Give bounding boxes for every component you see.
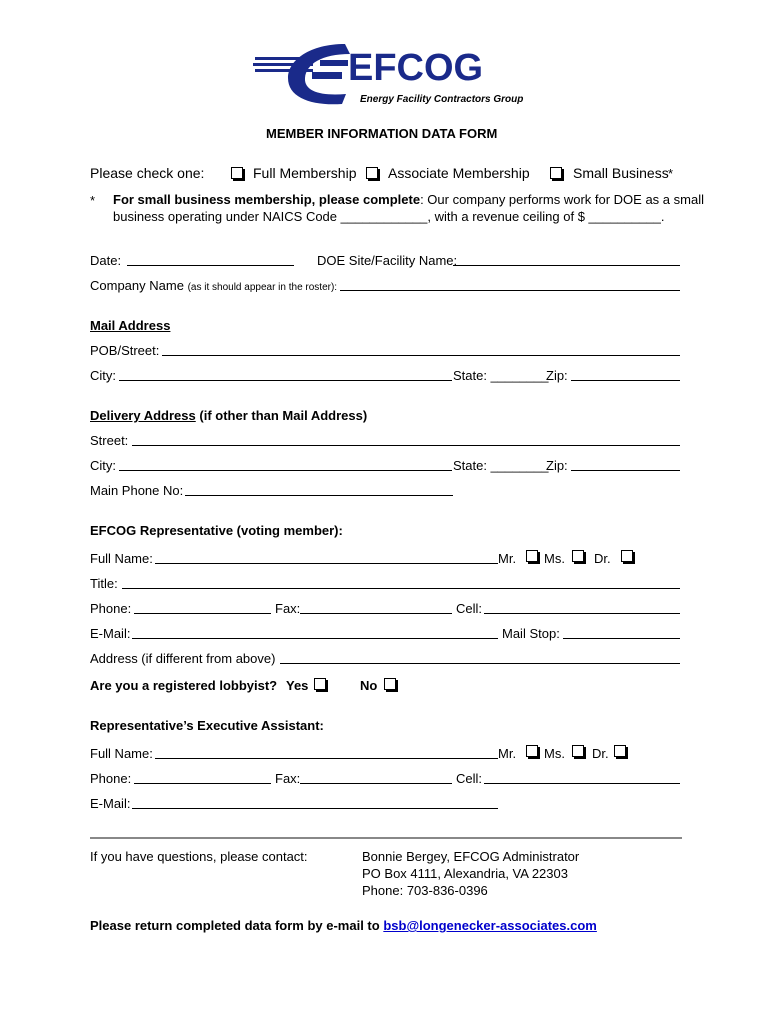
return-note xyxy=(90,918,597,933)
small-business-label: Small Business xyxy=(573,165,669,181)
asst-fax-label: Fax: xyxy=(275,771,301,786)
rep-dr-label: Dr. xyxy=(594,551,611,566)
main-phone-field[interactable] xyxy=(185,495,453,496)
asst-dr-label: Dr. xyxy=(592,746,609,761)
asst-ms-checkbox[interactable] xyxy=(572,745,584,757)
note-line-1-rest: : Our company performs work for DOE as a small xyxy=(420,192,704,207)
note-bold-text: For small business membership, please complete xyxy=(113,192,421,207)
rep-title-label: Title: xyxy=(90,576,118,591)
contact-name: Bonnie Bergey, EFCOG Administrator xyxy=(362,849,580,864)
logo-tagline: Energy Facility Contractors Group xyxy=(360,94,524,105)
lobbyist-yes-checkbox[interactable] xyxy=(314,678,326,690)
asst-mr-checkbox[interactable] xyxy=(526,745,538,757)
asst-cell-label: Cell: xyxy=(456,771,483,786)
company-name-note: (as it should appear in the roster): xyxy=(187,282,338,293)
return-note-text: Please return completed data form by e-mail to xyxy=(90,918,380,933)
asst-mr-label: Mr. xyxy=(498,746,517,761)
lobbyist-no-checkbox[interactable] xyxy=(384,678,396,690)
rep-fax-label: Fax: xyxy=(275,601,301,616)
lobbyist-yes-label: Yes xyxy=(286,678,309,693)
mail-zip-label: Zip: xyxy=(546,368,568,383)
rep-fax-field[interactable] xyxy=(300,613,452,614)
asst-ms-label: Ms. xyxy=(544,746,565,761)
rep-phone-label: Phone: xyxy=(90,601,132,616)
asst-phone-label: Phone: xyxy=(90,771,132,786)
full-membership-label: Full Membership xyxy=(253,165,357,181)
rep-dr-checkbox[interactable] xyxy=(621,550,633,562)
check-one-label: Please check one: xyxy=(90,165,205,181)
mail-zip-field[interactable] xyxy=(571,380,680,381)
asst-fax-field[interactable] xyxy=(300,783,452,784)
return-email-link[interactable]: bsb@longenecker-associates.com xyxy=(383,918,597,933)
small-business-checkbox[interactable] xyxy=(550,167,562,179)
company-name-text: Company Name xyxy=(90,278,184,293)
mail-city-label: City: xyxy=(90,368,116,383)
mail-address-heading: Mail Address xyxy=(90,318,171,333)
full-membership-checkbox[interactable] xyxy=(231,167,243,179)
representative-heading: EFCOG Representative (voting member): xyxy=(90,523,343,538)
rep-mr-label: Mr. xyxy=(498,551,517,566)
company-name-field[interactable] xyxy=(340,290,680,291)
delivery-address-heading xyxy=(90,408,367,423)
delivery-heading-rest: (if other than Mail Address) xyxy=(199,408,368,423)
delivery-zip-field[interactable] xyxy=(571,470,680,471)
date-label: Date: xyxy=(90,253,122,268)
note-bullet: * xyxy=(90,193,96,208)
rep-email-label: E-Mail: xyxy=(90,626,131,641)
rep-mail-stop-label: Mail Stop: xyxy=(502,626,560,641)
small-business-asterisk: * xyxy=(668,166,674,181)
company-name-label xyxy=(90,278,337,293)
asst-full-name-label: Full Name: xyxy=(90,746,153,761)
associate-membership-checkbox[interactable] xyxy=(366,167,378,179)
main-phone-label: Main Phone No: xyxy=(90,483,184,498)
rep-cell-field[interactable] xyxy=(484,613,680,614)
section-divider xyxy=(90,837,682,839)
rep-full-name-label: Full Name: xyxy=(90,551,153,566)
mail-state-label[interactable]: State: ________ xyxy=(453,368,549,383)
asst-full-name-field[interactable] xyxy=(155,758,498,759)
rep-ms-checkbox[interactable] xyxy=(572,550,584,562)
rep-address-field[interactable] xyxy=(280,663,680,664)
form-title: MEMBER INFORMATION DATA FORM xyxy=(266,126,498,141)
rep-ms-label: Ms. xyxy=(544,551,565,566)
rep-mr-checkbox[interactable] xyxy=(526,550,538,562)
rep-mail-stop-field[interactable] xyxy=(563,638,680,639)
rep-phone-field[interactable] xyxy=(134,613,271,614)
assistant-heading: Representative’s Executive Assistant: xyxy=(90,718,324,733)
asst-dr-checkbox[interactable] xyxy=(614,745,626,757)
delivery-city-field[interactable] xyxy=(119,470,452,471)
delivery-state-label[interactable]: State: ________ xyxy=(453,458,549,473)
asst-email-field[interactable] xyxy=(132,808,498,809)
logo-brand: EFCOG xyxy=(348,47,484,89)
pob-label: POB/Street: xyxy=(90,343,160,358)
contact-phone: Phone: 703-836-0396 xyxy=(362,883,488,898)
note-line-1 xyxy=(113,192,704,207)
delivery-zip-label: Zip: xyxy=(546,458,568,473)
pob-field[interactable] xyxy=(162,355,680,356)
contact-question: If you have questions, please contact: xyxy=(90,849,308,864)
delivery-city-label: City: xyxy=(90,458,116,473)
lobbyist-no-label: No xyxy=(360,678,378,693)
efcog-logo xyxy=(250,42,550,108)
associate-membership-label: Associate Membership xyxy=(388,165,530,181)
mail-city-field[interactable] xyxy=(119,380,452,381)
asst-cell-field[interactable] xyxy=(484,783,680,784)
delivery-street-label: Street: xyxy=(90,433,129,448)
asst-phone-field[interactable] xyxy=(134,783,271,784)
rep-full-name-field[interactable] xyxy=(155,563,498,564)
rep-cell-label: Cell: xyxy=(456,601,483,616)
delivery-heading-text: Delivery Address xyxy=(90,408,196,423)
rep-address-label: Address (if different from above) xyxy=(90,651,276,666)
doe-site-label: DOE Site/Facility Name: xyxy=(317,253,458,268)
contact-address: PO Box 4111, Alexandria, VA 22303 xyxy=(362,866,568,881)
rep-title-field[interactable] xyxy=(122,588,680,589)
date-field[interactable] xyxy=(127,265,294,266)
asst-email-label: E-Mail: xyxy=(90,796,131,811)
doe-site-field[interactable] xyxy=(453,265,680,266)
rep-email-field[interactable] xyxy=(132,638,498,639)
delivery-street-field[interactable] xyxy=(132,445,680,446)
lobbyist-question: Are you a registered lobbyist? xyxy=(90,678,278,693)
note-line-2: business operating under NAICS Code ____________, with a revenue ceiling of $ __________. xyxy=(113,209,665,224)
